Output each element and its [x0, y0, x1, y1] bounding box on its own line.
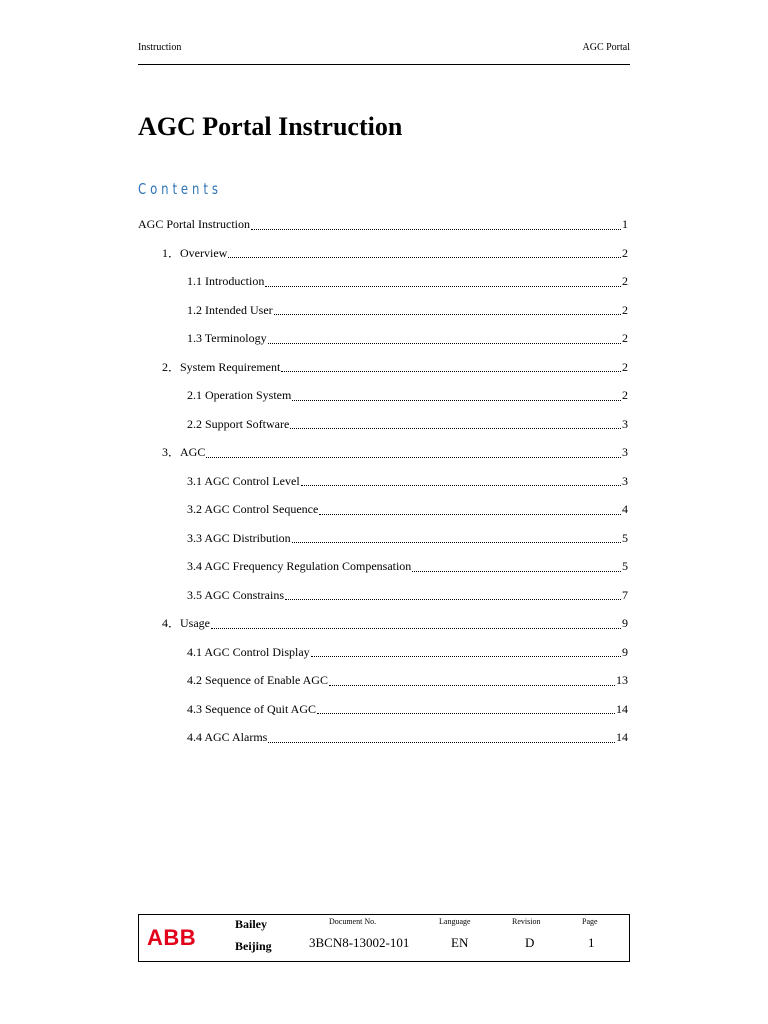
toc-entry-label: 4.4 AGC Alarms: [187, 730, 268, 744]
toc-entry-page: 2: [622, 388, 628, 402]
toc-entry[interactable]: [187, 728, 628, 746]
toc-entry[interactable]: [187, 700, 628, 718]
toc-leader-dots: [290, 416, 621, 429]
toc-entry-page: 3: [622, 445, 628, 459]
doc-no-value: 3BCN8-13002-101: [309, 935, 410, 950]
toc-entry[interactable]: [187, 500, 628, 518]
company-line-2: Beijing: [235, 939, 272, 953]
toc-leader-dots: [274, 302, 621, 315]
toc-entry-page: 2: [622, 359, 628, 374]
toc-entry-label: 3.5 AGC Constrains: [187, 587, 285, 602]
page-value: 1: [588, 935, 595, 950]
toc-entry-page: 2: [622, 274, 628, 288]
toc-entry[interactable]: [162, 358, 628, 376]
toc-entry[interactable]: [187, 586, 628, 604]
toc-leader-dots: [412, 559, 621, 572]
toc-entry-page: 5: [622, 559, 628, 573]
toc-entry[interactable]: [187, 557, 628, 575]
toc-entry-page: 14: [616, 701, 628, 716]
toc-leader-dots: [311, 644, 621, 657]
toc-leader-dots: [251, 217, 621, 230]
toc-entry-label: 1.3 Terminology: [187, 331, 267, 345]
toc-leader-dots: [317, 701, 615, 714]
toc-entry[interactable]: [187, 671, 628, 689]
toc-entry[interactable]: [162, 244, 628, 262]
toc-leader-dots: [228, 245, 621, 258]
toc-entry[interactable]: [138, 215, 628, 233]
toc-leader-dots: [268, 331, 621, 344]
toc-entry[interactable]: [187, 386, 628, 404]
page-header: [138, 42, 630, 62]
toc-leader-dots: [301, 473, 621, 486]
toc-entry-label: 4.3 Sequence of Quit AGC: [187, 701, 316, 716]
toc-leader-dots: [211, 616, 621, 629]
toc-leader-dots: [268, 730, 615, 743]
footer-table: [138, 914, 630, 962]
toc-leader-dots: [265, 274, 621, 287]
toc-entry[interactable]: [187, 329, 628, 347]
toc-entry-label: 2．System Requirement: [162, 359, 281, 374]
toc-leader-dots: [292, 388, 621, 401]
toc-entry-page: 7: [622, 587, 628, 602]
toc-entry[interactable]: [162, 443, 628, 461]
toc-leader-dots: [329, 673, 615, 686]
toc-entry-page: 1: [622, 217, 628, 231]
document-title: AGC Portal Instruction: [138, 112, 403, 141]
toc-entry-page: 9: [622, 616, 628, 630]
doc-no-label: Document No.: [329, 917, 377, 926]
toc-leader-dots: [292, 530, 621, 543]
language-label: Language: [439, 917, 471, 926]
language-value: EN: [451, 935, 469, 950]
toc-entry[interactable]: [187, 415, 628, 433]
header-left-text: Instruction: [138, 42, 182, 53]
toc-entry-label: 2.1 Operation System: [187, 388, 292, 402]
contents-heading: Contents: [138, 180, 222, 198]
page-label: Page: [582, 917, 598, 926]
revision-label: Revision: [512, 917, 541, 926]
toc-entry-label: 1.1 Introduction: [187, 274, 265, 288]
company-line-1: Bailey: [235, 917, 267, 931]
toc-entry-label: 1．Overview: [162, 245, 228, 260]
abb-logo: [147, 926, 203, 948]
revision-value: D: [525, 935, 535, 950]
toc-entry[interactable]: [187, 529, 628, 547]
toc-entry-page: 14: [616, 730, 628, 744]
toc-entry[interactable]: [162, 614, 628, 632]
toc-entry-label: 3.4 AGC Frequency Regulation Compensation: [187, 559, 412, 573]
toc-entry-label: 4．Usage: [162, 616, 210, 630]
toc-entry-label: 4.1 AGC Control Display: [187, 644, 310, 659]
toc-entry-label: 4.2 Sequence of Enable AGC: [187, 673, 328, 687]
toc-entry-page: 9: [622, 644, 628, 659]
toc-entry-label: 3.3 AGC Distribution: [187, 530, 291, 545]
toc-leader-dots: [281, 359, 621, 372]
toc-entry[interactable]: [187, 301, 628, 319]
toc-entry-page: 5: [622, 530, 628, 545]
toc-entry-label: 3.2 AGC Control Sequence: [187, 502, 319, 516]
toc-entry-page: 4: [622, 502, 628, 516]
toc-entry-page: 13: [616, 673, 628, 687]
toc-entry-page: 2: [622, 302, 628, 317]
toc-entry-label: AGC Portal Instruction: [138, 217, 250, 231]
toc-entry[interactable]: [187, 472, 628, 490]
svg-text:ABB: ABB: [147, 926, 197, 948]
header-rule: [138, 64, 630, 65]
toc-leader-dots: [319, 502, 621, 515]
header-right-text: AGC Portal: [582, 42, 630, 53]
toc-entry-label: 3．AGC: [162, 445, 206, 459]
toc-entry[interactable]: [187, 643, 628, 661]
toc-entry-page: 3: [622, 473, 628, 488]
toc-entry-page: 2: [622, 331, 628, 345]
toc-entry-page: 2: [622, 245, 628, 260]
toc-leader-dots: [206, 445, 621, 458]
toc-entry-page: 3: [622, 416, 628, 431]
toc-leader-dots: [285, 587, 621, 600]
toc-entry-label: 1.2 Intended User: [187, 302, 273, 317]
toc-entry-label: 3.1 AGC Control Level: [187, 473, 300, 488]
toc-entry-label: 2.2 Support Software: [187, 416, 290, 431]
toc-entry[interactable]: [187, 272, 628, 290]
